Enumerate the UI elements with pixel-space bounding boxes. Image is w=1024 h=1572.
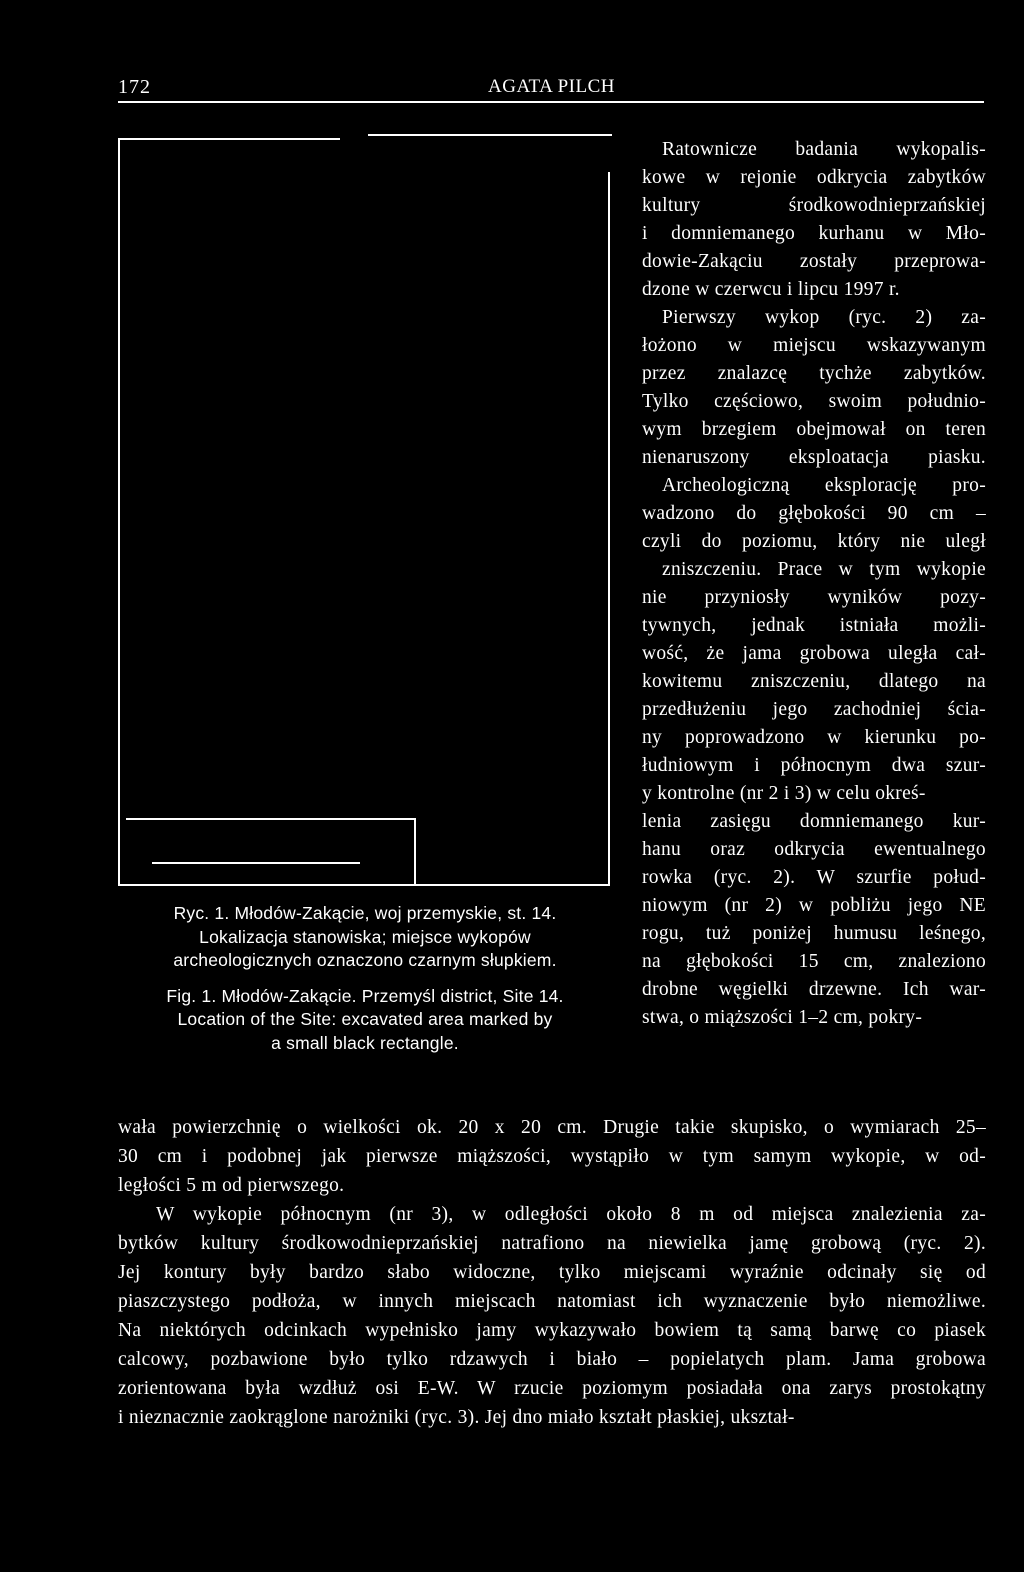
text-line: stwa, o miąższości 1–2 cm, pokry- [642, 1007, 923, 1028]
text-line: Archeologiczną eksplorację pro- [662, 475, 986, 496]
text-line: tywnych, jednak istniała możli- [642, 615, 986, 636]
text-line: y kontrolne (nr 2 i 3) w celu okreś- [642, 783, 926, 804]
text-line: ny poprowadzono w kierunku po- [642, 727, 986, 748]
frame-left-line [118, 138, 120, 886]
caption-pl-line: Ryc. 1. Młodów-Zakącie, woj przemyskie, st. 14. [173, 903, 557, 923]
text-line: Ratownicze badania wykopalis- [662, 139, 986, 160]
text-line: wadzono do głębokości 90 cm – [642, 503, 986, 524]
text-line: Tylko częściowo, swoim południo- [642, 391, 986, 412]
map-road-line [126, 818, 416, 820]
text-line: wym brzegiem obejmował on teren [642, 419, 986, 440]
map-lower-line [152, 862, 360, 864]
text-line: ległości 5 m od pierwszego. [118, 1175, 345, 1196]
text-line: Na niektórych odcinkach wypełnisko jamy wykazywało bowiem tą samą barwę co piasek [118, 1320, 986, 1341]
text-line: łożono w miejscu wskazywanym [642, 335, 986, 356]
text-line: kowe w rejonie odkrycia zabytków [642, 167, 986, 188]
text-line: piaszczystego podłoża, w innych miejscach natomiast ich wyznaczenie było niemożliwe. [118, 1291, 986, 1312]
full-width-text [118, 1113, 986, 1432]
text-line: zorientowana była wzdłuż osi E-W. W rzucie poziomym posiadała ona zarys prostokątny [118, 1378, 986, 1399]
text-line: kultury środkowodnieprzańskiej [642, 195, 986, 216]
text-line: lenia zasięgu domniemanego kur- [642, 811, 986, 832]
text-line: 30 cm i podobnej jak pierwsze miąższości, wystąpiło w tym samym wykopie, w od- [118, 1146, 986, 1167]
figure-caption [118, 902, 612, 1055]
text-line: wała powierzchnię o wielkości ok. 20 x 20 cm. Drugie takie skupisko, o wymiarach 25– [118, 1117, 986, 1138]
frame-top-left-line [118, 138, 340, 140]
text-line: dzone w czerwcu i lipcu 1997 r. [642, 279, 900, 300]
text-line: i nieznacznie zaokrąglone narożniki (ryc. 3). Jej dno miało kształt płaskiej, ukształ- [118, 1407, 795, 1428]
text-line: W wykopie północnym (nr 3), w odległości około 8 m od miejsca znalezienia za- [156, 1204, 986, 1225]
text-line: hanu oraz odkrycia ewentualnego [642, 839, 986, 860]
running-author: AGATA PILCH [488, 76, 615, 97]
text-line: drobne węgielki drzewne. Ich war- [642, 979, 986, 1000]
caption-en-line: Location of the Site: excavated area marked by [177, 1009, 553, 1029]
text-line: łudniowym i północnym dwa szur- [642, 755, 986, 776]
figure-map [118, 138, 612, 888]
caption-pl-line: Lokalizacja stanowiska; miejsce wykopów [199, 926, 531, 947]
text-line: na głębokości 15 cm, znaleziono [642, 951, 986, 972]
text-line: rogu, tuż poniżej humusu leśnego, [642, 923, 986, 944]
text-line: i domniemanego kurhanu w Mło- [642, 223, 986, 244]
frame-right-line [608, 172, 610, 886]
page-number: 172 [118, 76, 151, 98]
text-line: nie przyniosły wyników pozy- [642, 587, 986, 608]
running-header [118, 76, 984, 100]
caption-pl-line: archeologicznych oznaczono czarnym słupkiem. [173, 950, 557, 970]
frame-bottom-line [118, 884, 610, 886]
text-line: niowym (nr 2) w pobliżu jego NE [642, 895, 986, 916]
right-column-text [642, 136, 986, 1032]
text-line: kowitemu zniszczeniu, dlatego na [642, 671, 986, 692]
caption-en-line: a small black rectangle. [271, 1032, 459, 1053]
text-line: przez znalazcę tychże zabytków. [642, 363, 986, 384]
text-line: wość, że jama grobowa uległa cał- [642, 643, 986, 664]
text-line: Jej kontury były bardzo słabo widoczne, tylko miejscami wyraźnie odcinały się od [118, 1262, 986, 1283]
text-line: zniszczeniu. Prace w tym wykopie [662, 559, 986, 580]
text-line: przedłużeniu jego zachodniej ścia- [642, 699, 986, 720]
text-line: nienaruszony eksploatacja piasku. [642, 447, 986, 468]
header-rule [118, 101, 984, 103]
text-line: bytków kultury środkowodnieprzańskiej natrafiono na niewielka jamę grobową (ryc. 2). [118, 1233, 986, 1254]
text-line: dowie-Zakąciu zostały przeprowa- [642, 251, 986, 272]
text-line: Pierwszy wykop (ryc. 2) za- [662, 307, 986, 328]
text-line: czyli do poziomu, który nie uległ [642, 531, 986, 552]
frame-top-right-line [368, 134, 612, 136]
text-line: rowka (ryc. 2). W szurfie połud- [642, 867, 986, 888]
map-vertical-line [414, 818, 416, 884]
caption-en-line: Fig. 1. Młodów-Zakącie. Przemyśl district, Site 14. [166, 985, 564, 1006]
text-line: calcowy, pozbawione było tylko rdzawych i biało – popielatych plam. Jama grobowa [118, 1349, 986, 1370]
